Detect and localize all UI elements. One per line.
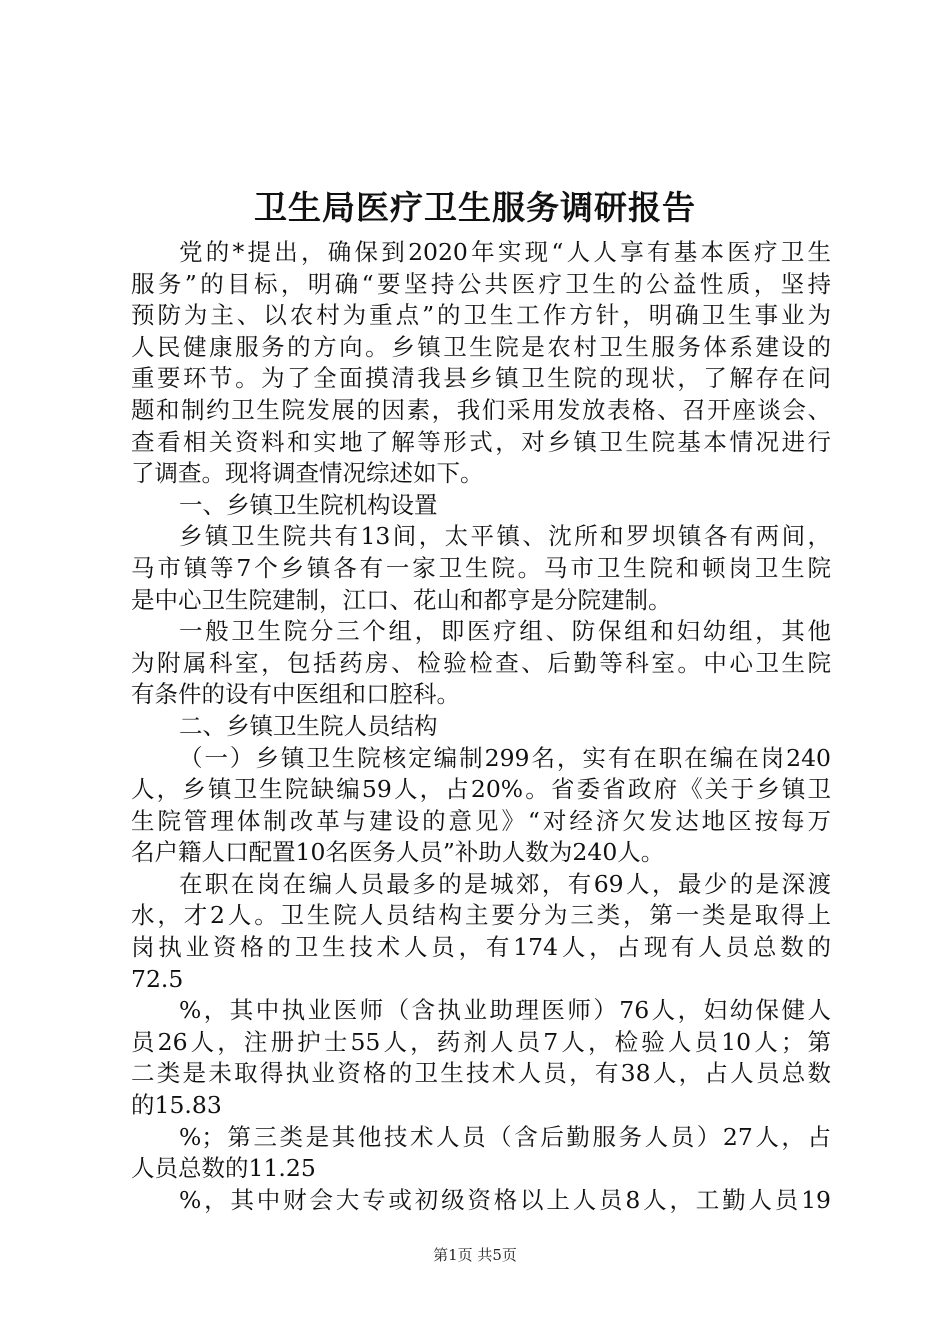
paragraph-line: 员26人，注册护士55人，药剂人员7人，检验人员10人；第 [131,1027,831,1056]
paragraph-line: 人，乡镇卫生院缺编59人，占20%。省委省政府《关于乡镇卫 [131,775,831,804]
paragraph-line: 题和制约卫生院发展的因素，我们采用发放表格、召开座谈会、 [131,395,831,424]
paragraph-line: 乡镇卫生院共有13间，太平镇、沈所和罗坝镇各有两间， [179,522,831,551]
paragraph-line: 查看相关资料和实地了解等形式，对乡镇卫生院基本情况进行 [131,427,831,456]
document-body [131,237,831,1216]
paragraph-line: 名户籍人口配置10名医务人员”补助人数为240人。 [131,838,665,867]
paragraph-line: 为附属科室，包括药房、检验检查、后勤等科室。中心卫生院 [131,648,831,677]
document-title: 卫生局医疗卫生服务调研报告 [254,188,696,227]
paragraph-line: 重要环节。为了全面摸清我县乡镇卫生院的现状，了解存在问 [131,364,831,393]
paragraph-line: 人民健康服务的方向。乡镇卫生院是农村卫生服务体系建设的 [131,332,831,361]
paragraph-line: 是中心卫生院建制，江口、花山和都亨是分院建制。 [131,585,672,614]
paragraph-line: 了调查。现将调查情况综述如下。 [131,459,484,488]
paragraph-line: 有条件的设有中医组和口腔科。 [131,680,460,709]
paragraph-line: 岗执业资格的卫生技术人员，有174人，占现有人员总数的 [131,933,831,962]
paragraph-line: 预防为主、以农村为重点”的卫生工作方针，明确卫生事业为 [131,301,831,330]
paragraph-line: %，其中财会大专或初级资格以上人员8人，工勤人员19 [179,1185,831,1214]
paragraph-line: 在职在岗在编人员最多的是城郊，有69人，最少的是深渡 [179,869,831,898]
paragraph-line: 二类是未取得执业资格的卫生技术人员，有38人，占人员总数 [131,1059,831,1088]
paragraph-line: 72.5 [131,964,184,993]
paragraph-line: 一、乡镇卫生院机构设置 [179,490,438,519]
paragraph-line: （一）乡镇卫生院核定编制299名，实有在职在编在岗240 [179,743,831,772]
paragraph-line: %，其中执业医师（含执业助理医师）76人，妇幼保健人 [179,996,831,1025]
paragraph-line: 马市镇等7个乡镇各有一家卫生院。马市卫生院和顿岗卫生院 [131,553,831,582]
page-number-footer: 第1页 共5页 [433,1246,517,1264]
paragraph-line: 党的*提出，确保到2020年实现“人人享有基本医疗卫生 [179,238,831,266]
paragraph-line: %；第三类是其他技术人员（含后勤服务人员）27人，占 [179,1122,831,1151]
paragraph-line: 二、乡镇卫生院人员结构 [179,711,438,740]
paragraph-line: 水，才2人。卫生院人员结构主要分为三类，第一类是取得上 [131,901,831,930]
paragraph-line: 的15.83 [131,1091,222,1120]
paragraph-line: 一般卫生院分三个组，即医疗组、防保组和妇幼组，其他 [179,617,831,646]
paragraph-line: 生院管理体制改革与建设的意见》“对经济欠发达地区按每万 [131,806,831,835]
paragraph-line: 人员总数的11.25 [131,1154,316,1183]
paragraph-line: 服务”的目标，明确“要坚持公共医疗卫生的公益性质，坚持 [131,269,831,298]
